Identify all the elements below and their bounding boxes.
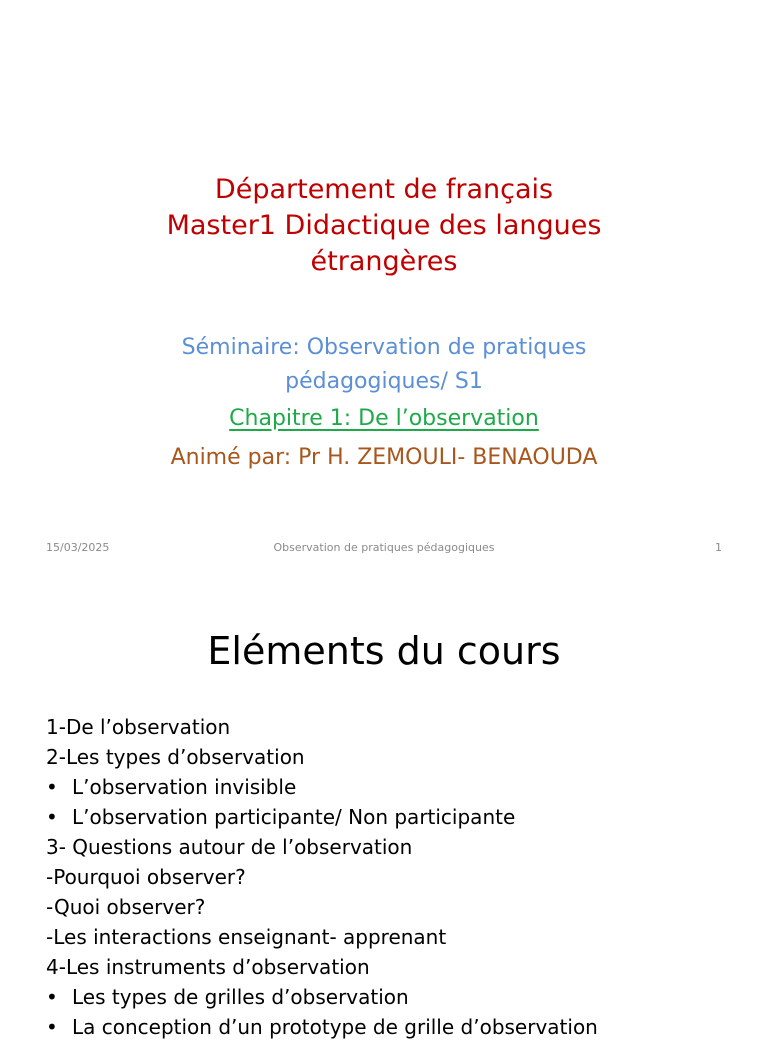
list-item <box>46 742 746 772</box>
list-item-text: -Les interactions enseignant- apprenant <box>46 925 447 949</box>
contents-title: Eléments du cours <box>207 629 561 673</box>
bullet-list-item <box>46 802 746 832</box>
list-item <box>46 952 746 982</box>
list-item-text: 1-De l’observation <box>46 715 231 739</box>
seminar-subtitle <box>0 331 768 399</box>
title-line: étrangères <box>310 246 458 277</box>
bullet-list-item <box>46 772 746 802</box>
list-item-text: -Pourquoi observer? <box>46 865 246 889</box>
slide-title <box>0 172 768 280</box>
list-item-text: 4-Les instruments d’observation <box>46 955 370 979</box>
footer-date: 15/03/2025 <box>46 541 110 554</box>
footer-title: Observation de pratiques pédagogiques <box>273 541 495 554</box>
footer-page-number: 1 <box>715 541 722 554</box>
seminar-line: Séminaire: Observation de pratiques <box>181 335 587 360</box>
title-line: Département de français <box>214 174 554 205</box>
bullet-icon: • <box>46 775 58 799</box>
presenter-credit: Animé par: Pr H. ZEMOULI- BENAOUDA <box>170 445 598 470</box>
title-line: Master1 Didactique des langues <box>166 210 602 241</box>
bullet-icon: • <box>46 985 58 1009</box>
list-item <box>46 832 746 862</box>
list-item <box>46 862 746 892</box>
list-item-text: Les types de grilles d’observation <box>72 985 409 1009</box>
list-item-text: L’observation participante/ Non participante <box>72 805 516 829</box>
list-item-text: 2-Les types d’observation <box>46 745 305 769</box>
bullet-icon: • <box>46 805 58 829</box>
list-item-text: -Quoi observer? <box>46 895 206 919</box>
list-item <box>46 922 746 952</box>
list-item-text: 3- Questions autour de l’observation <box>46 835 413 859</box>
list-item <box>46 712 746 742</box>
list-item-text: La conception d’un prototype de grille d’observation <box>72 1015 598 1039</box>
contents-list <box>46 712 746 1042</box>
chapter-heading <box>0 402 768 436</box>
bullet-icon: • <box>46 1015 58 1039</box>
seminar-line: pédagogiques/ S1 <box>285 369 483 394</box>
chapter-text: Chapitre 1: De l’observation <box>229 406 539 431</box>
list-item-text: L’observation invisible <box>72 775 297 799</box>
list-item <box>46 892 746 922</box>
bullet-list-item <box>46 982 746 1012</box>
bullet-list-item <box>46 1012 746 1042</box>
contents-slide <box>0 576 768 1039</box>
